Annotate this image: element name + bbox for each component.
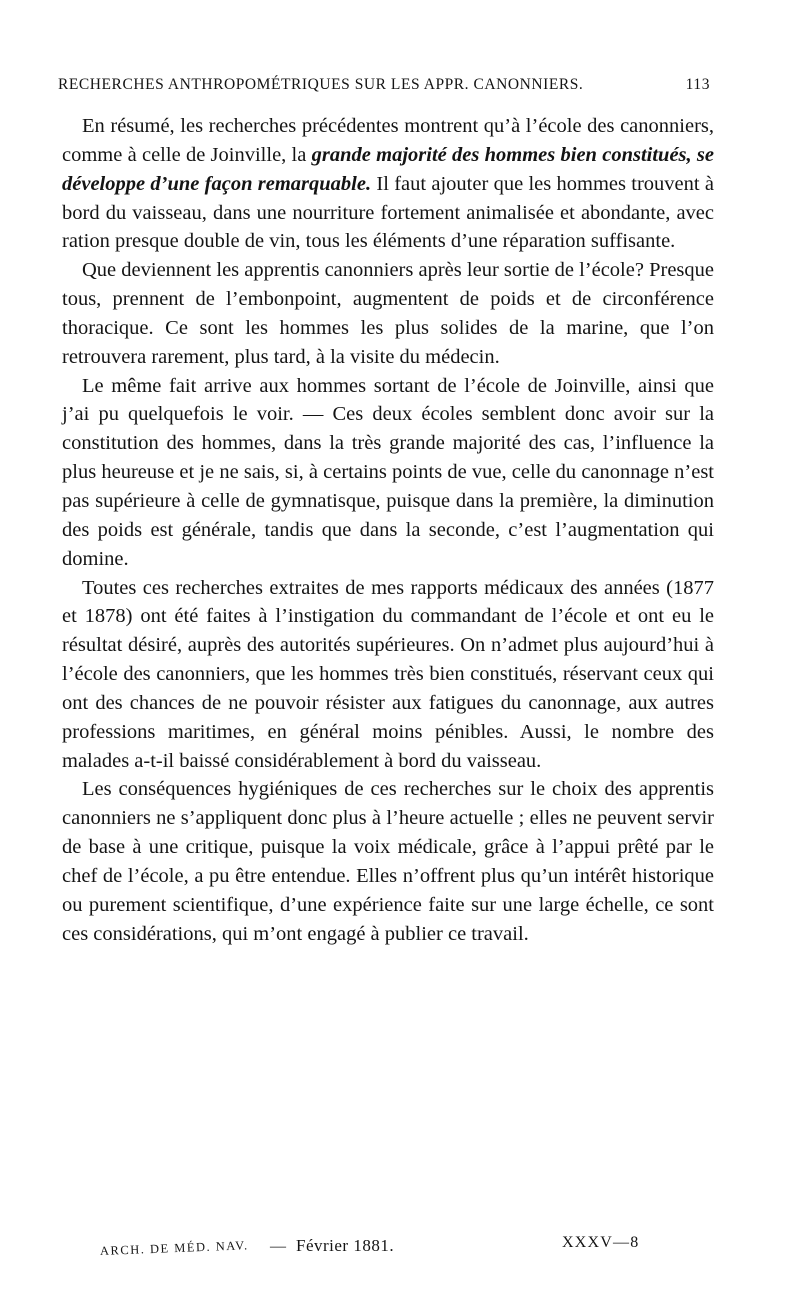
paragraph-3: Le même fait arrive aux hommes sortant de l’école de Joinville, ainsi que j’ai pu quelquefois le voir. — Ces deux écoles semblent donc avoir sur la constitution des hommes, dans la très grande majorité des cas, l’influence la plus heureuse et je ne sais, si, à certains points de vue, celle du canonnage n’est pas supérieure à celle de gymnatisque, puisque dans la première, la diminution des poids est générale, tandis que dans la seconde, c’est l’augmentation qui domine. (62, 374, 714, 570)
paragraph-1-italic-phrase: grande majorité des hommes bien constitués, se développe d’une façon remarquable. (62, 143, 714, 195)
page-number: 113 (685, 76, 710, 93)
signature-mark: XXXV—8 (562, 1234, 640, 1251)
paragraph-5: Les conséquences hygiéniques de ces recherches sur le choix des apprentis canonniers ne s’appliquent donc plus à l’heure actuelle ; elles ne peuvent servir de base à une critique, puisque la voix médicale, grâce à l’appui prêté par le chef de l’école, a pu être entendue. Elles n’offrent plus qu’un intérêt historique ou purement scientifique, d’une expérience faite sur une large échelle, ce sont ces considérations, qui m’ont engagé à publier ce travail. (62, 778, 714, 945)
paragraph-1 (62, 112, 714, 256)
footer-journal: ARCH. DE MÉD. NAV. (99, 1238, 249, 1258)
footer-separator: — (270, 1238, 286, 1255)
running-title: RECHERCHES ANTHROPOMÉTRIQUES SUR LES APPR. CANONNIERS. (58, 76, 584, 93)
paragraph-1-rest: Il faut ajouter que les hommes trouvent à bord du vaisseau, dans une nourriture fortement animalisée et abondante, avec ration presque double de vin, tous les éléments d’une réparation suffisante. (62, 172, 714, 253)
running-header (58, 72, 718, 98)
footer-date: Février 1881. (296, 1236, 395, 1255)
body-text (62, 112, 714, 948)
paragraph-1-lead: En résumé, les recherches précédentes montrent qu’à l’école des canonniers, comme à celle de Joinville, la (62, 115, 714, 166)
paragraph-4: Toutes ces recherches extraites de mes rapports médicaux des années (1877 et 1878) ont été faites à l’instigation du commandant de l’école et ont eu le résultat désiré, auprès des autorités supérieures. On n’admet plus aujourd’hui à l’école des canonniers, que les hommes très bien constitués, réservant ceux qui ont des chances de ne pouvoir résister aux fatigues du canonnage, aux autres professions maritimes, en général moins pénibles. Aussi, le nombre des malades a-t-il baissé considérablement à bord du vaisseau. (62, 576, 714, 772)
page-footer (100, 1232, 660, 1272)
paragraph-2: Que deviennent les apprentis canonniers après leur sortie de l’école? Presque tous, prennent de l’embonpoint, augmentent de poids et de circonférence thoracique. Ce sont les hommes les plus solides de la marine, que l’on retrouvera rarement, plus tard, à la visite du médecin. (62, 259, 714, 368)
